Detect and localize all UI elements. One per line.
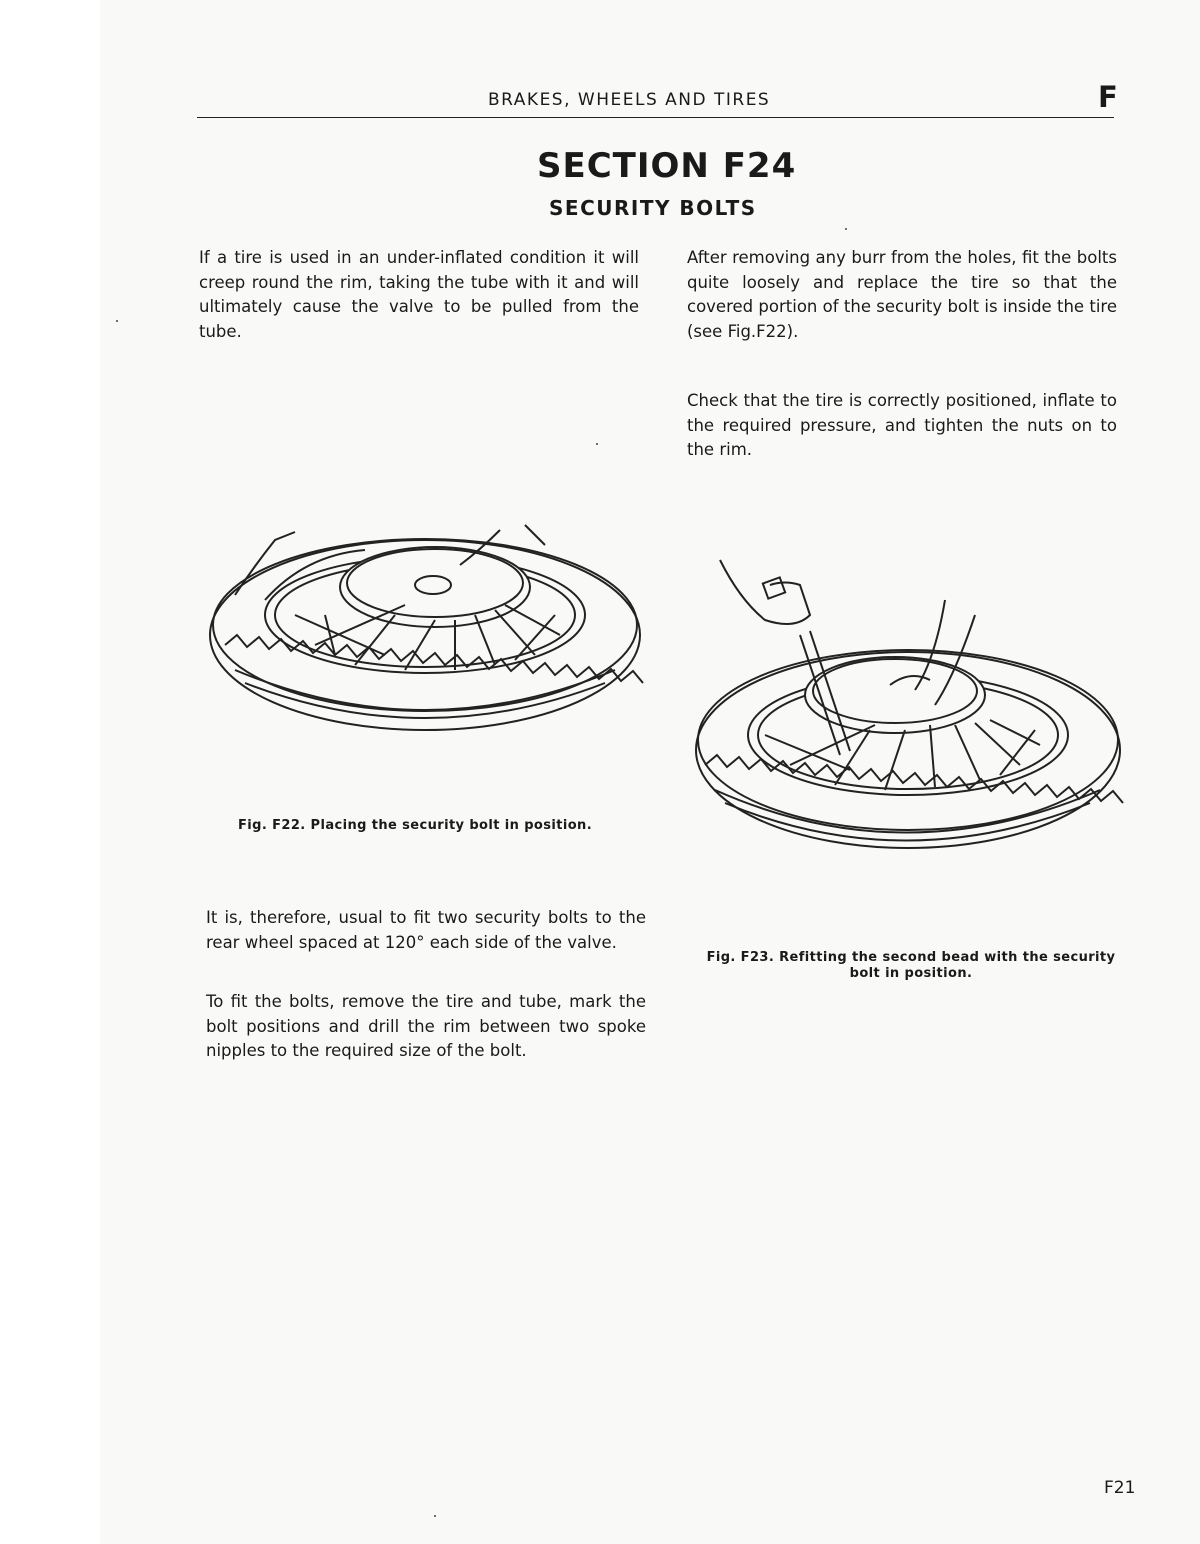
section-subtitle: SECURITY BOLTS — [549, 196, 757, 220]
scan-speck — [116, 320, 118, 322]
section-letter: F — [1098, 80, 1118, 114]
section-title: SECTION F24 — [537, 146, 797, 186]
scan-speck — [845, 228, 847, 230]
header-rule — [197, 117, 1114, 118]
figure-f22-wheel-illustration — [205, 505, 645, 750]
page-number: F21 — [1104, 1478, 1136, 1498]
scan-speck — [596, 443, 598, 445]
left-paragraph-2: It is, therefore, usual to fit two security bolts to the rear wheel spaced at 120° each side of the valve. — [206, 908, 646, 952]
right-paragraph-2: Check that the tire is correctly positioned, inflate to the required pressure, and tighten the nuts on to the rim. — [687, 391, 1117, 459]
figure-f22-caption: Fig. F22. Placing the security bolt in position. — [238, 818, 593, 833]
scan-speck — [434, 1515, 436, 1517]
left-paragraph-1: If a tire is used in an under-inflated condition it will creep round the rim, taking the tube with it and will ultimately cause the valve to be pulled from the tube. — [199, 248, 639, 341]
left-paragraph-3: To fit the bolts, remove the tire and tube, mark the bolt positions and drill the rim between two spoke nipples to the required size of the bolt. — [206, 992, 646, 1060]
running-header: BRAKES, WHEELS AND TIRES — [488, 90, 771, 110]
right-paragraph-1: After removing any burr from the holes, fit the bolts quite loosely and replace the tire so that the covered portion of the security bolt is inside the tire (see Fig.F22). — [687, 248, 1117, 341]
figure-f23-wheel-illustration — [690, 545, 1130, 865]
figure-f23-caption: Fig. F23. Refitting the second bead with the security bolt in position. — [706, 950, 1116, 981]
